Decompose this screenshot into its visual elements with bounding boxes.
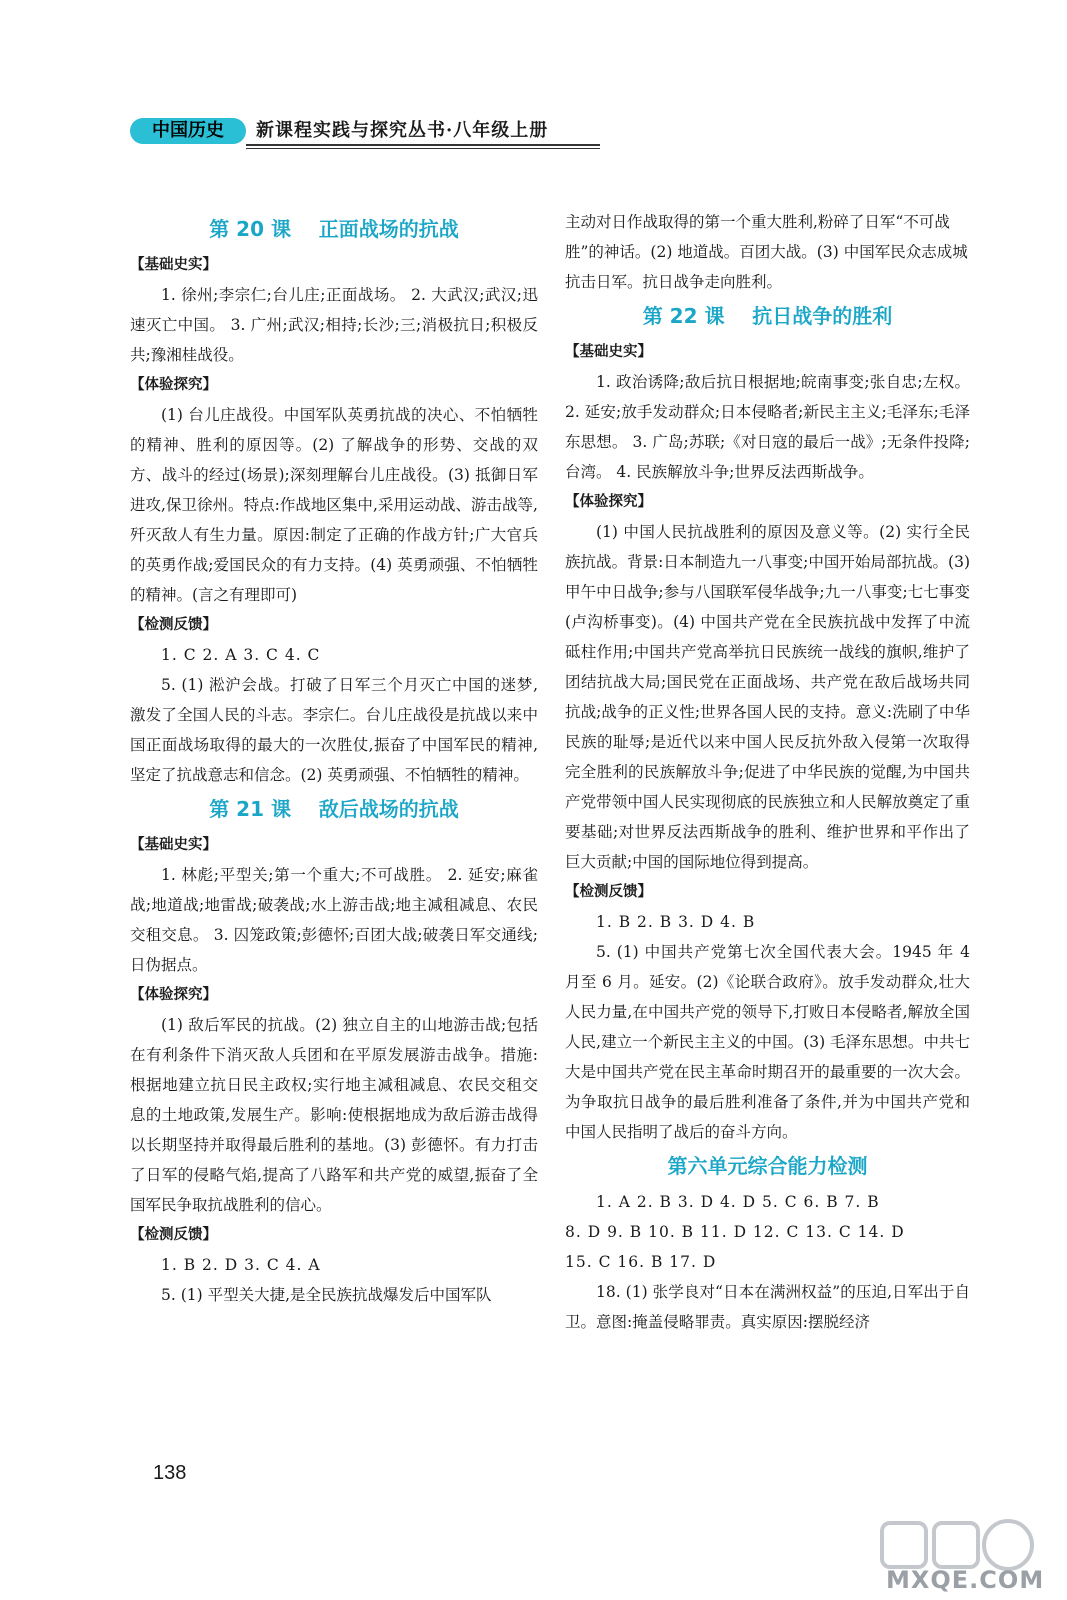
basic-facts-text: 1. 徐州;李宗仁;台儿庄;正面战场。 2. 大武汉;武汉;迅速灭亡中国。 3. 广州;武汉;相持;长沙;三;消极抗日;积极反共;豫湘桂战役。 bbox=[130, 286, 538, 364]
page-number: 138 bbox=[153, 1462, 187, 1484]
section-heading: 【基础史实】 bbox=[130, 837, 217, 853]
lesson-21-title: 第 21 课 敌后战场的抗战 bbox=[209, 797, 459, 821]
section-heading: 【检测反馈】 bbox=[130, 1227, 217, 1243]
section-heading: 【检测反馈】 bbox=[130, 617, 217, 633]
section-heading: 【体验探究】 bbox=[130, 987, 217, 1003]
left-column bbox=[130, 210, 538, 1310]
question-5-text: 5. (1) 淞沪会战。打破了日军三个月灭亡中国的迷梦,激发了全国人民的斗志。李宗仁。台儿庄战役是抗战以来中国正面战场取得的最大的一次胜仗,振奋了中国军民的精神,坚定了抗战意志和信念。(2) 英勇顽强、不怕牺牲的精神。 bbox=[130, 676, 538, 784]
lesson-20-title: 第 20 课 正面战场的抗战 bbox=[209, 217, 459, 241]
basic-facts-text: 1. 林彪;平型关;第一个重大;不可战胜。 2. 延安;麻雀战;地道战;地雷战;破袭战;水上游击战;地主减租减息、农民交租交息。 3. 囚笼政策;彭德怀;百团大战;破袭日军交通线;日伪据点。 bbox=[130, 866, 538, 974]
answer-line: 1. A 2. B 3. D 4. D 5. C 6. B 7. B bbox=[596, 1193, 880, 1211]
answer-line: 1. C 2. A 3. C 4. C bbox=[161, 646, 321, 664]
question-18-text: 18. (1) 张学良对“日本在满洲权益”的压迫,日军出于自卫。意图:掩盖侵略罪责。真实原因:摆脱经济 bbox=[565, 1283, 970, 1331]
watermark-text: MXQE.COM bbox=[886, 1566, 1045, 1594]
section-heading: 【基础史实】 bbox=[130, 257, 217, 273]
section-heading: 【体验探究】 bbox=[130, 377, 217, 393]
header-rule bbox=[246, 144, 600, 146]
answer-line: 1. B 2. D 3. C 4. A bbox=[161, 1256, 321, 1274]
answer-line: 15. C 16. B 17. D bbox=[565, 1253, 717, 1271]
basic-facts-text: 1. 政治诱降;敌后抗日根据地;皖南事变;张自忠;左权。 2. 延安;放手发动群众;日本侵略者;新民主主义;毛泽东;毛泽东思想。 3. 广岛;苏联;《对日寇的最后一战》;无条件投降;台湾。 4. 民族解放斗争;世界反法西斯战争。 bbox=[565, 373, 970, 481]
continued-text: 主动对日作战取得的第一个重大胜利,粉碎了日军“不可战胜”的神话。(2) 地道战。百团大战。(3) 中国军民众志成城抗击日军。抗日战争走向胜利。 bbox=[565, 213, 968, 291]
answer-line: 8. D 9. B 10. B 11. D 12. C 13. C 14. D bbox=[565, 1223, 905, 1241]
section-heading: 【基础史实】 bbox=[565, 344, 652, 360]
series-title: 新课程实践与探究丛书·八年级上册 bbox=[256, 120, 549, 141]
subject-badge: 中国历史 bbox=[130, 118, 246, 144]
answer-line: 1. B 2. B 3. D 4. B bbox=[596, 913, 756, 931]
question-5-text: 5. (1) 平型关大捷,是全民族抗战爆发后中国军队 bbox=[161, 1286, 492, 1304]
section-heading: 【体验探究】 bbox=[565, 494, 652, 510]
explore-text: (1) 台儿庄战役。中国军队英勇抗战的决心、不怕牺牲的精神、胜利的原因等。(2) 了解战争的形势、交战的双方、战斗的经过(场景);深刻理解台儿庄战役。(3) 抵御日军进攻,保卫徐州。特点:作战地区集中,采用运动战、游击战等,歼灭敌人有生力量。原因:制定了正确的作战方针;广大官兵的英勇作战;爱国民众的有力支持。(4) 英勇顽强、不怕牺牲的精神。(言之有理即可) bbox=[130, 406, 538, 604]
right-column bbox=[565, 210, 970, 1337]
section-heading: 【检测反馈】 bbox=[565, 884, 652, 900]
page-header bbox=[130, 116, 600, 146]
explore-text: (1) 敌后军民的抗战。(2) 独立自主的山地游击战;包括在有利条件下消灭敌人兵团和在平原发展游击战争。措施:根据地建立抗日民主政权;实行地主减租减息、农民交租交息的土地政策,发展生产。影响:使根据地成为敌后游击战得以长期坚持并取得最后胜利的基地。(3) 彭德怀。有力打击了日军的侵略气焰,提高了八路军和共产党的威望,振奋了全国军民争取抗战胜利的信心。 bbox=[130, 1016, 538, 1214]
unit-6-title: 第六单元综合能力检测 bbox=[667, 1154, 868, 1178]
explore-text: (1) 中国人民抗战胜利的原因及意义等。(2) 实行全民族抗战。背景:日本制造九一八事变;中国开始局部抗战。(3) 甲午中日战争;参与八国联军侵华战争;九一八事变;七七事变(卢沟桥事变)。(4) 中国共产党在全民族抗战中发挥了中流砥柱作用;中国共产党高举抗日民族统一战线的旗帜,维护了团结抗战大局;国民党在正面战场、共产党在敌后战场共同抗战;战争的正义性;世界各国人民的支持。意义:洗刷了中华民族的耻辱;是近代以来中国人民反抗外敌入侵第一次取得完全胜利的民族解放斗争;促进了中华民族的觉醒,为中国共产党带领中国人民实现彻底的民族独立和人民解放奠定了重要基础;对世界反法西斯战争的胜利、维护世界和平作出了巨大贡献;中国的国际地位得到提高。 bbox=[565, 523, 970, 871]
header-rule-thin bbox=[246, 148, 600, 149]
question-5-text: 5. (1) 中国共产党第七次全国代表大会。1945 年 4 月至 6 月。延安。(2)《论联合政府》。放手发动群众,壮大人民力量,在中国共产党的领导下,打败日本侵略者,解放全国人民,建立一个新民主主义的中国。(3) 毛泽东思想。中共七大是中国共产党在民主革命时期召开的最重要的一次大会。为争取抗日战争的最后胜利准备了条件,并为中国共产党和中国人民指明了战后的奋斗方向。 bbox=[565, 943, 970, 1141]
lesson-22-title: 第 22 课 抗日战争的胜利 bbox=[642, 304, 893, 328]
